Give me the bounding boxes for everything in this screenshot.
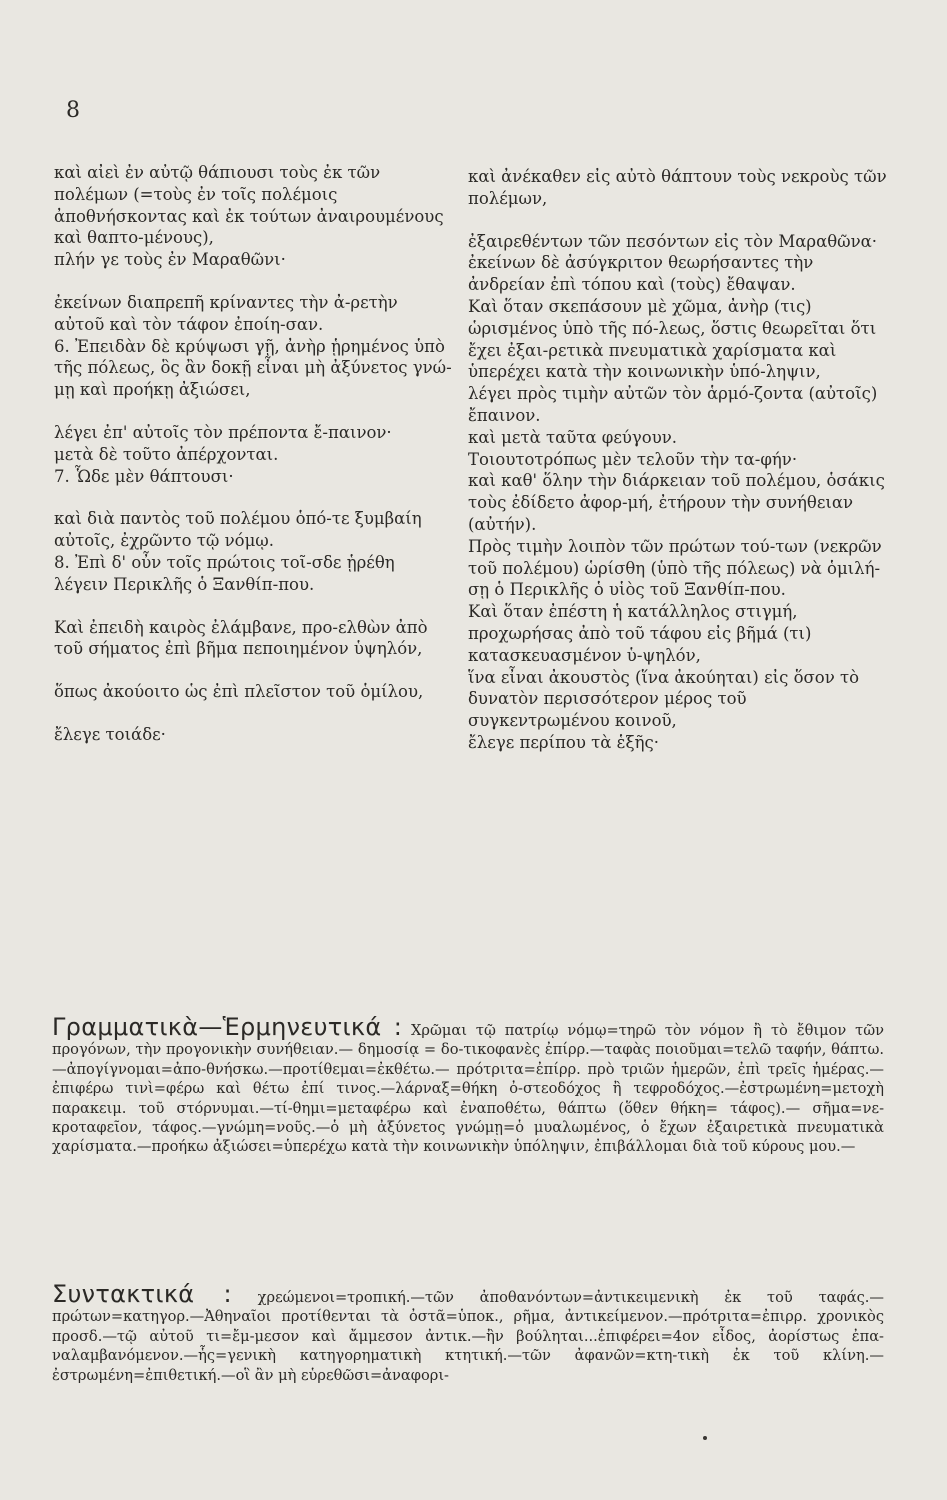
translation-column bbox=[468, 166, 888, 754]
original-segment: μετὰ δὲ τοῦτο ἀπέρχονται. bbox=[54, 444, 279, 464]
translation-segment: Καὶ ὅταν σκεπάσουν μὲ χῶμα, ἀνὴρ (τις) ὡρισμένος ὑπὸ τῆς πό-λεως, ὅστις θεωρεῖται ὅτι ἔχει ἐξαι-ρετικὰ πνευματικὰ χαρίσματα καὶ ὑπερέχει κατὰ τὴν κοινωνικὴν ὑπό-ληψιν, bbox=[468, 296, 877, 382]
original-segment: ἐκείνων διαπρεπῆ κρίναντες τὴν ἀ-ρετὴν αὐτοῦ καὶ τὸν τάφον ἐποίη-σαν. bbox=[54, 292, 398, 334]
translation-segment: καὶ ἀνέκαθεν εἰς αὐτὸ θάπτουν τοὺς νεκροὺς τῶν πολέμων, bbox=[468, 167, 887, 208]
translation-segment: ἐκείνων δὲ ἀσύγκριτον θεωρήσαντες τὴν ἀνδρείαν ἐπὶ τόπου καὶ (τοὺς) ἔθαψαν. bbox=[468, 253, 814, 295]
translation-segment: Πρὸς τιμὴν λοιπὸν τῶν πρώτων τού-των (νεκρῶν τοῦ πολέμου) ὡρίσθη (ὑπὸ τῆς πόλεως) νὰ ὁμιλή-σῃ ὁ Περικλῆς ὁ υἱὸς τοῦ Ξανθίπ-που. bbox=[468, 536, 882, 600]
original-segment: ὅπως ἀκούοιτο ὡς ἐπὶ πλεῖστον τοῦ ὁμίλου, bbox=[54, 682, 424, 702]
original-segment: καὶ διὰ παντὸς τοῦ πολέμου ὁπό-τε ξυμβαίη αὐτοῖς, ἐχρῶντο τῷ νόμῳ. bbox=[54, 509, 422, 551]
translation-segment: Τοιουτοτρόπως μὲν τελοῦν τὴν τα-φήν· bbox=[468, 449, 798, 469]
translation-segment: λέγει πρὸς τιμὴν αὐτῶν τὸν ἁρμό-ζοντα (αὐτοῖς) ἔπαινον. bbox=[468, 384, 878, 425]
original-segment: Καὶ ἐπειδὴ καιρὸς ἐλάμβανε, προ-ελθὼν ἀπὸ τοῦ σήματος ἐπὶ βῆμα πεποιημένον ὑψηλόν, bbox=[54, 617, 428, 659]
original-segment: ἔλεγε τοιάδε· bbox=[54, 724, 166, 744]
syntax-notes bbox=[52, 1280, 884, 1385]
original-segment: πλήν γε τοὺς ἐν Μαραθῶνι· bbox=[54, 250, 286, 270]
grammar-notes bbox=[52, 1013, 884, 1157]
grammar-notes-heading: Γραμματικὰ—Ἑρμηνευτικά : bbox=[52, 1013, 403, 1041]
original-segment: καὶ αἰεὶ ἐν αὐτῷ θάπιουσι τοὺς ἐκ τῶν πολέμων (=τοὺς ἐν τοῖς πολέμοις ἀποθνήσκοντας καὶ ἐκ τούτων ἀναιρουμένους καὶ θαπτο-μένους), bbox=[54, 163, 444, 248]
original-text-column bbox=[54, 162, 452, 746]
translation-segment: καὶ μετὰ ταῦτα φεύγουν. bbox=[468, 427, 678, 447]
syntax-notes-body: χρεώμενοι=τροπική.—τῶν ἀποθανόντων=ἀντικειμενικὴ ἐκ τοῦ ταφάς.—πρώτων=κατηγορ.—Ἀθηναῖοι προτίθενται τὰ ὀστᾶ=ὑποκ., ρῆμα, ἀντικείμενον.—πρότριτα=ἐπιρρ. χρονικὸς προσδ.—τῷ αὐτοῦ τι=ἔμ-μεσον καὶ ἄμμεσον ἀντικ.—ἢν βούληται...ἐπιφέρει=4ον εἶδος, ἀορίστως ἐπα-ναλαμβανόμενον.—ἧς=γενικὴ κατηγορηματικὴ κτητική.—τῶν ἀφανῶν=κτη-τικὴ ἐκ τοῦ κλίνη.—ἐστρωμένη=ἐπιθετική.—οἳ ἂν μὴ εὑρεθῶσι=ἀναφορι- bbox=[52, 1289, 884, 1384]
translation-segment: ἐξαιρεθέντων τῶν πεσόντων εἰς τὸν Μαραθῶνα· bbox=[468, 231, 878, 251]
original-segment: 8. Ἐπὶ δ' οὖν τοῖς πρώτοις τοῖ-σδε ᾑρέθη λέγειν Περικλῆς ὁ Ξανθίπ-που. bbox=[54, 552, 395, 594]
ink-dot bbox=[703, 1436, 707, 1440]
translation-segment: Καὶ ὅταν ἐπέστη ἡ κατάλληλος στιγμή, προχωρήσας ἀπὸ τοῦ τάφου εἰς βῆμά (τι) κατασκευασμένον ὑ-ψηλόν, bbox=[468, 602, 812, 665]
translation-segment: ἔλεγε περίπου τὰ ἑξῆς· bbox=[468, 732, 659, 752]
translation-segment: ἵνα εἶναι ἀκουστὸς (ἵνα ἀκούηται) εἰς ὅσον τὸ δυνατὸν περισσότερον μέρος τοῦ συγκεντρωμένου κοινοῦ, bbox=[468, 667, 860, 731]
syntax-notes-heading: Συντακτικά : bbox=[52, 1280, 232, 1308]
original-segment: 7. Ὧδε μὲν θάπτουσι· bbox=[54, 466, 234, 486]
original-segment: 6. Ἐπειδὰν δὲ κρύψωσι γῇ, ἀνὴρ ᾑρημένος ὑπὸ τῆς πόλεως, ὃς ἂν δοκῇ εἶναι μὴ ἀξύνετος γνώ-μῃ καὶ προήκῃ ἀξιώσει, bbox=[54, 336, 452, 400]
grammar-notes-body: Χρῶμαι τῷ πατρίῳ νόμῳ=τηρῶ τὸν νόμον ἢ τὸ ἔθιμον τῶν προγόνων, τὴν προγονικὴν συνήθειαν.— δημοσίᾳ = δο-τικοφανὲς ἐπίρρ.—ταφὰς ποιοῦμαι=τελῶ ταφήν, θάπτω.—ἀπογίγνομαι=ἀπο-θνήσκω.—προτίθεμαι=ἐκθέτω.— πρότριτα=ἐπίρρ. πρὸ τριῶν ἡμερῶν, ἐπὶ τρεῖς ἡμέρας.—ἐπιφέρω τινὶ=φέρω καὶ θέτω ἐπί τινος.—λάρναξ=θήκη ὀ-στεοδόχος ἢ τεφροδόχος.—ἐστρωμένη=μετοχὴ παρακειμ. τοῦ στόρνυμαι.—τί-θημι=μεταφέρω καὶ ἐναποθέτω, θάπτω (ὅθεν θήκη= τάφος).— σῆμα=νε-κροταφεῖον, τάφος.—γνώμη=νοῦς.—ὁ μὴ ἀξύνετος γνώμῃ=ὁ μυαλωμένος, ὁ ἔχων ἐξαιρετικὰ πνευματικὰ χαρίσματα.—προήκω ἀξιώσει=ὑπερέχω κατὰ τὴν κοινωνικὴν ὑπόληψιν, ἐπιβάλλομαι διὰ τοῦ κύρους μου.— bbox=[52, 1022, 884, 1156]
page-number: 8 bbox=[66, 98, 80, 123]
translation-segment: καὶ καθ' ὅλην τὴν διάρκειαν τοῦ πολέμου, ὁσάκις τοὺς ἐδίδετο ἀφορ-μή, ἐτήρουν τὴν συνήθειαν (αὐτήν). bbox=[468, 471, 885, 534]
original-segment: λέγει ἐπ' αὐτοῖς τὸν πρέποντα ἔ-παινον· bbox=[54, 422, 392, 442]
